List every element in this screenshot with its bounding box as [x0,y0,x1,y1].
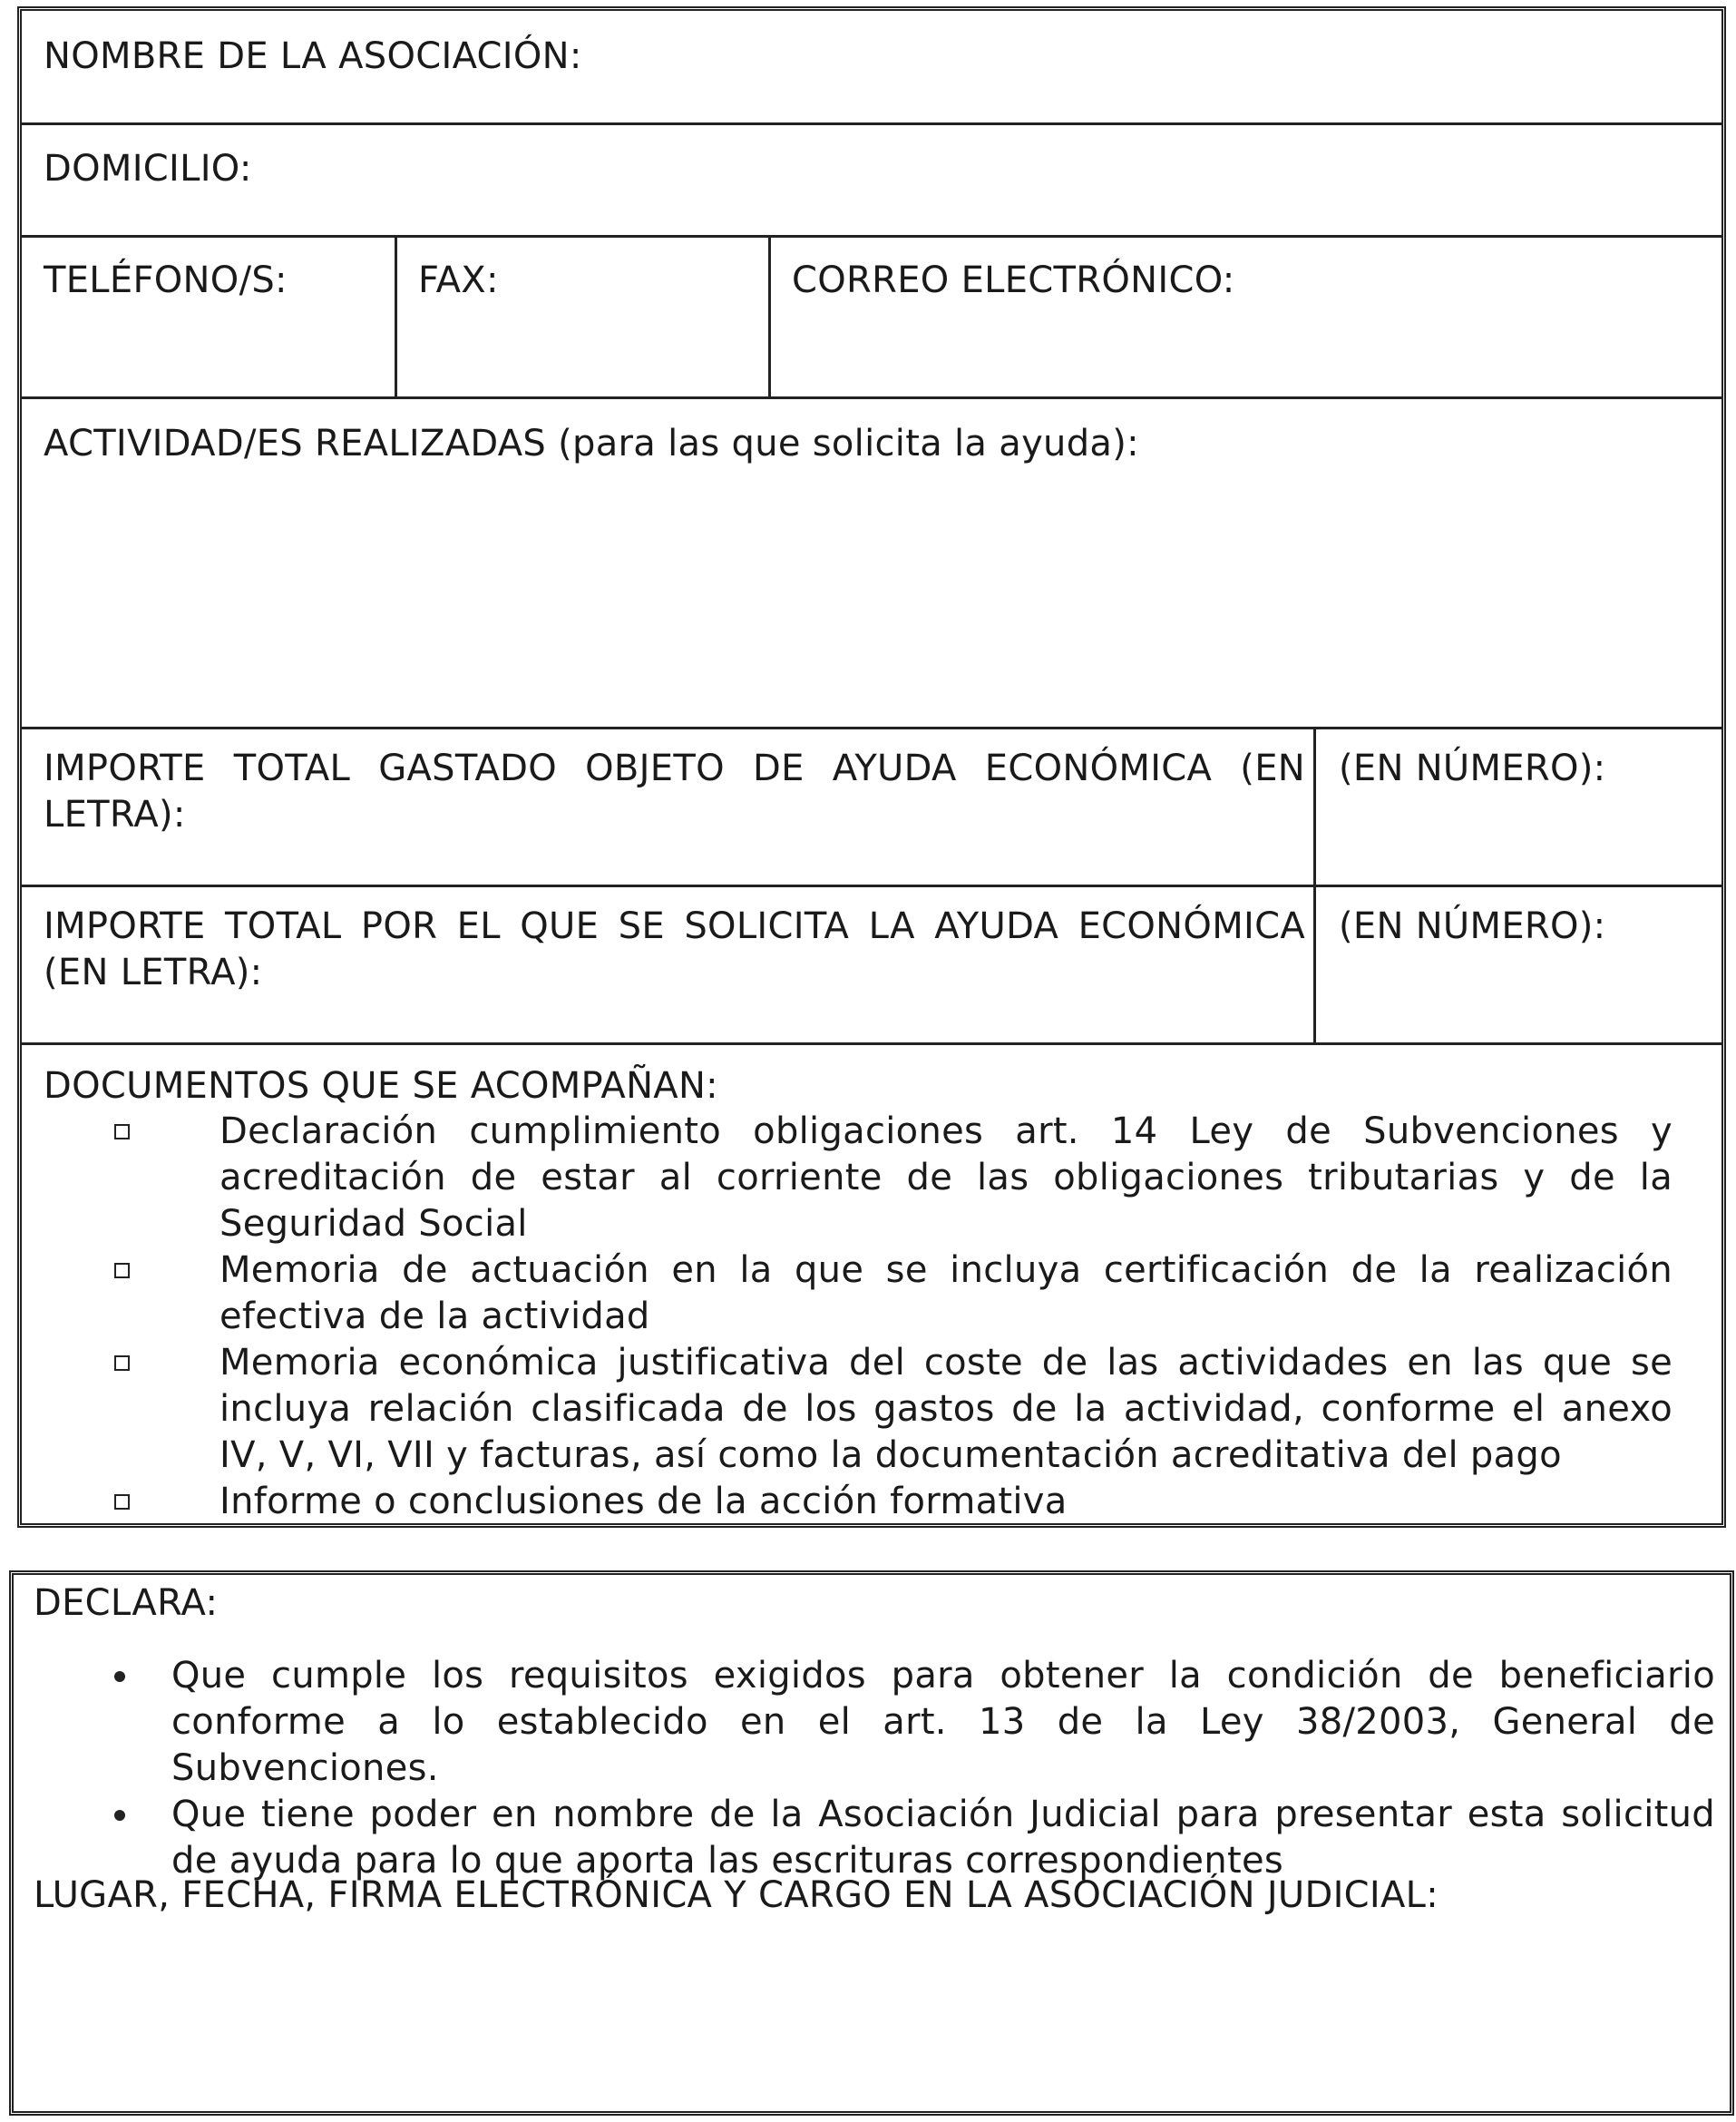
correo-field[interactable] [771,238,1721,396]
declara-label: DECLARA: [34,1582,219,1624]
importe-solicitado-row [22,887,1721,1045]
documentos-list [22,1109,1673,1525]
fax-field[interactable] [397,238,771,396]
documento-item [22,1340,1673,1479]
importe-solicitado-numero-field[interactable] [1316,887,1721,1042]
declaracion-form [9,1570,1734,2116]
documento-text: Informe o conclusiones de la acción formativa [219,1481,1068,1522]
correo-label: CORREO ELECTRÓNICO: [792,259,1235,301]
importe-gastado-numero-field[interactable] [1316,729,1721,885]
declara-text: Que tiene poder en nombre de la Asociación Judicial para presentar esta solicitud de ayuda para lo que aporta las escrituras correspondientes [171,1794,1715,1882]
documentos-label: DOCUMENTOS QUE SE ACOMPAÑAN: [44,1065,718,1107]
checkbox-icon[interactable] [114,1355,130,1371]
actividades-row[interactable] [22,399,1721,729]
domicilio-row [22,125,1721,238]
documento-text: Memoria de actuación en la que se incluya certificación de la realización efectiva de la actividad [219,1249,1673,1337]
importe-gastado-numero-label: (EN NÚMERO): [1339,748,1606,789]
importe-solicitado-numero-label: (EN NÚMERO): [1339,905,1606,947]
nombre-label: NOMBRE DE LA ASOCIACIÓN: [44,35,582,77]
firma-area[interactable] [14,1929,1730,2111]
fax-label: FAX: [418,259,499,301]
bullet-icon [114,1810,125,1821]
declara-item [14,1653,1715,1792]
contacto-row [22,238,1721,399]
checkbox-icon[interactable] [114,1494,130,1510]
declara-text: Que cumple los requisitos exigidos para obtener la condición de beneficiario conforme a lo establecido en el art. 13 de la Ley 38/2003, General de Subvenciones. [171,1655,1715,1789]
documento-item [22,1479,1673,1525]
checkbox-icon[interactable] [114,1124,130,1139]
documento-item [22,1109,1673,1247]
importe-gastado-row [22,729,1721,887]
documento-text: Memoria económica justificativa del coste de las actividades en las que se incluya relación clasificada de los gastos de la actividad, conforme el anexo IV, V, VI, VII y facturas, así como la documentación acreditativa del pago [219,1342,1673,1476]
importe-solicitado-label: IMPORTE TOTAL POR EL QUE SE SOLICITA LA AYUDA ECONÓMICA (EN LETRA): [44,905,1305,993]
documento-item [22,1247,1673,1340]
declara-item [14,1792,1715,1884]
importe-gastado-label: IMPORTE TOTAL GASTADO OBJETO DE AYUDA ECONÓMICA (EN LETRA): [44,748,1305,836]
documento-text: Declaración cumplimiento obligaciones art. 14 Ley de Subvenciones y acreditación de estar al corriente de las obligaciones tributarias y de la Seguridad Social [219,1110,1673,1245]
checkbox-icon[interactable] [114,1263,130,1278]
importe-solicitado-letra-field[interactable] [22,887,1316,1042]
declara-list [14,1653,1715,1884]
telefono-label: TELÉFONO/S: [44,259,288,301]
documentos-row [22,1045,1721,1523]
nombre-row [22,11,1721,125]
telefono-field[interactable] [22,238,397,396]
bullet-icon [114,1671,125,1682]
actividades-label: ACTIVIDAD/ES REALIZADAS (para las que solicita la ayuda): [44,423,1139,464]
solicitud-form [17,6,1726,1528]
domicilio-label: DOMICILIO: [44,148,252,190]
importe-gastado-letra-field[interactable] [22,729,1316,885]
firma-label: LUGAR, FECHA, FIRMA ELECTRÓNICA Y CARGO EN LA ASOCIACIÓN JUDICIAL: [34,1874,1439,1916]
